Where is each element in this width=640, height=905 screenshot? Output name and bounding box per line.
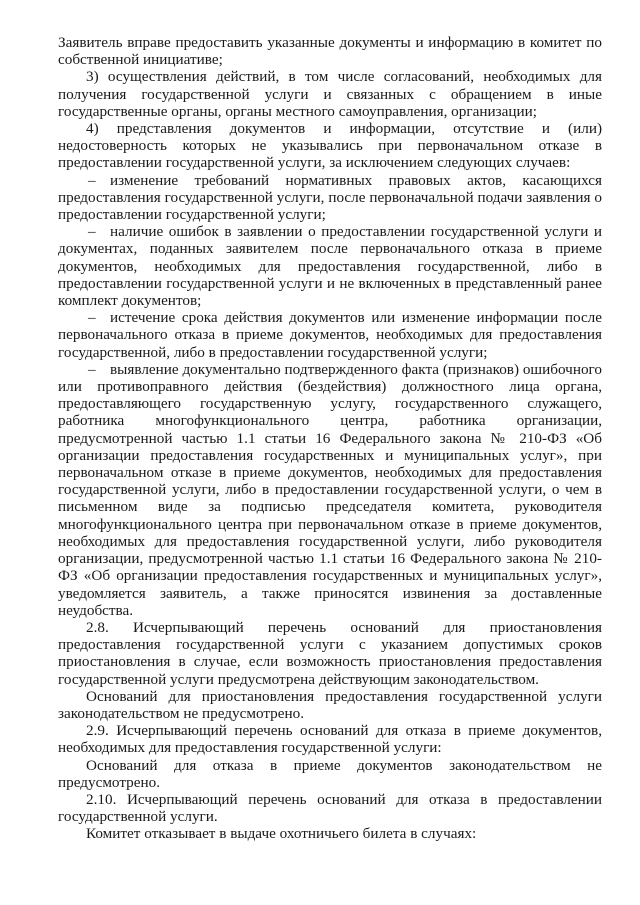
- dash-item-text: наличие ошибок в заявлении о предоставлении государственной услуги и документах, поданных заявителем после первоначального отказа в приеме документов, необходимых для предоставления государственной, либо в предоставлении государственной услуги и не включенных в представленный ранее комплект документов;: [58, 223, 602, 310]
- section-2-10-heading: 2.10. Исчерпывающий перечень оснований для отказа в предоставлении государственной услуги.: [58, 790, 602, 826]
- section-2-9-heading: 2.9. Исчерпывающий перечень оснований для отказа в приеме документов, необходимых для предоставления государственной услуги:: [58, 722, 602, 757]
- paragraph-item-4: 4) представления документов и информации, отсутствие и (или) недостоверность которых не указывались при первоначальном отказе в предоставлении государственной услуги, за исключением следующих случаев:: [58, 120, 602, 172]
- dash-marker: –: [88, 360, 96, 378]
- dash-marker: –: [88, 309, 96, 327]
- dash-marker: –: [88, 171, 96, 189]
- dash-item-text: изменение требований нормативных правовых актов, касающихся предоставления государственной услуги, после первоначальной подачи заявления о предоставлении государственной услуги;: [58, 171, 602, 224]
- document-body: [58, 34, 602, 843]
- section-2-10-body: Комитет отказывает в выдаче охотничьего билета в случаях:: [86, 825, 477, 843]
- section-2-8-heading: 2.8. Исчерпывающий перечень оснований для приостановления предоставления государственной услуги с указанием допустимых сроков приостановления в случае, если возможность приостановления предоставления государственной услуги предусмотрена действующим законодательством.: [58, 618, 602, 688]
- section-2-8-body: Оснований для приостановления предоставления государственной услуги законодательством не предусмотрено.: [58, 687, 602, 722]
- section-2-9-body: Оснований для отказа в приеме документов законодательством не предусмотрено.: [58, 756, 602, 791]
- dash-item-legal-change: [58, 172, 602, 224]
- dash-item-misconduct: [58, 361, 602, 619]
- dash-item-expiry: [58, 309, 602, 361]
- dash-item-errors: [58, 223, 602, 309]
- dash-item-text: выявление документально подтвержденного факта (признаков) ошибочного или противоправного действия (бездействия) должностного лица органа, предоставляющего государственную услугу, государственного служащего, работника многофункционального центра, работника организации, предусмотренной частью 1.1 статьи 16 Федерального закона № 210-ФЗ «Об организации предоставления государственных и муниципальных услуг», при первоначальном отказе в приеме документов, необходимых для предоставления государственной услуги, либо в предоставлении государственной услуги, о чем в письменном виде за подписью председателя комитета, руководителя многофункционального центра при первоначальном отказе в приеме документов, необходимых для предоставления государственной услуги, либо руководителя организации, предусмотренной частью 1.1 статьи 16 Федерального закона № 210-ФЗ «Об организации предоставления государственных и муниципальных услуг», уведомляется заявитель, а также приносятся извинения за доставленные неудобства.: [58, 360, 602, 619]
- paragraph-item-3: 3) осуществления действий, в том числе согласований, необходимых для получения государственной услуги и связанных с обращением в иные государственные органы, органы местного самоуправления, организации;: [58, 68, 602, 120]
- dash-item-text: истечение срока действия документов или изменение информации после первоначального отказа в приеме документов, необходимых для предоставления государственной, либо в предоставлении государственной услуги;: [58, 309, 602, 361]
- paragraph-applicant-right: Заявитель вправе предоставить указанные документы и информацию в комитет по собственной инициативе;: [58, 34, 602, 69]
- dash-marker: –: [88, 223, 96, 241]
